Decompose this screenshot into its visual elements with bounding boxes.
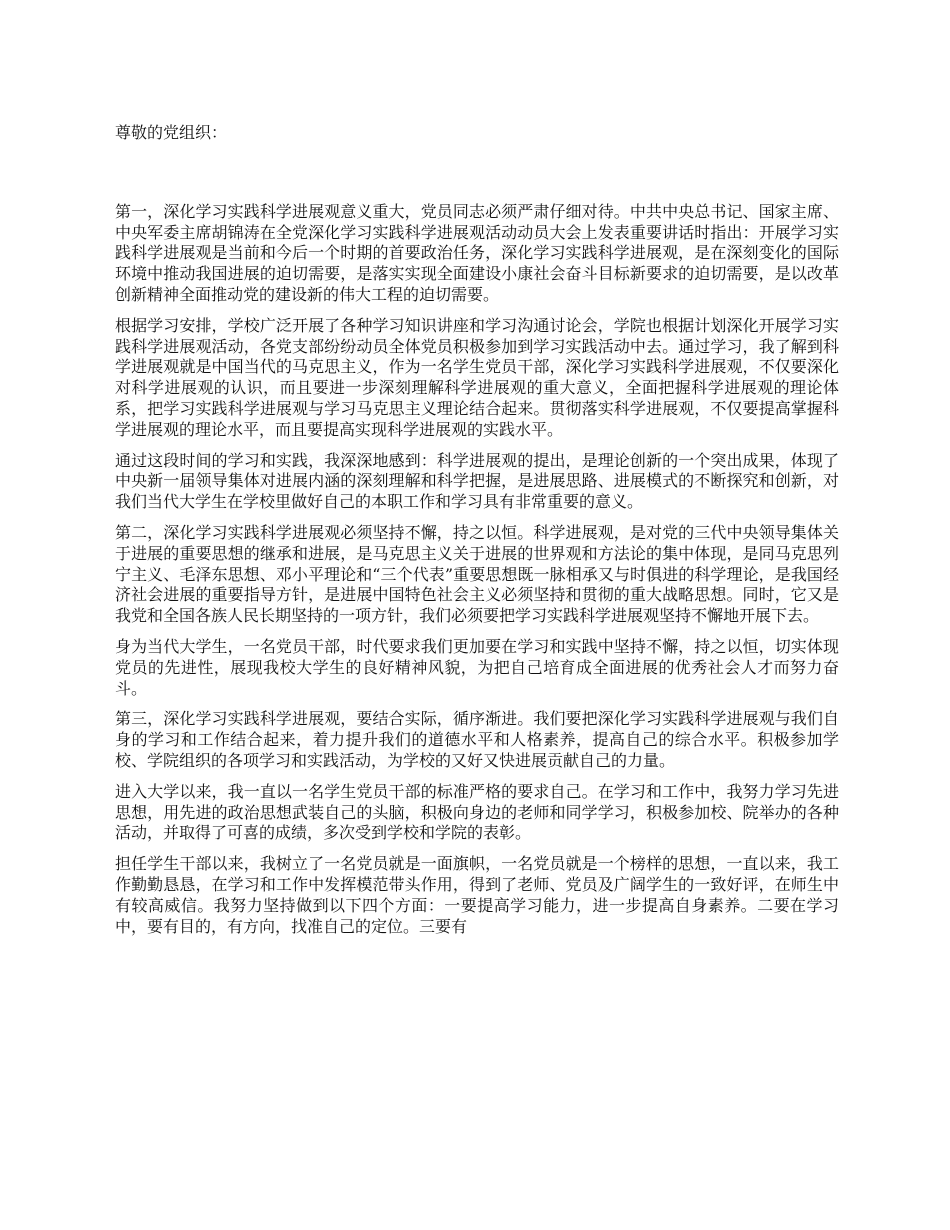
paragraph-6: 第三，深化学习实践科学进展观，要结合实际，循序渐进。我们要把深化学习实践科学进展观与我们自身的学习和工作结合起来，着力提升我们的道德水平和人格素养，提高自己的综合水平。积极参加学校、学院组织的各项学习和实践活动，为学校的又好又快进展贡献自己的力量。 xyxy=(115,709,839,770)
paragraph-1: 第一，深化学习实践科学进展观意义重大，党员同志必须严肃仔细对待。中共中央总书记、国家主席、中央军委主席胡锦涛在全党深化学习实践科学进展观活动动员大会上发表重要讲话时指出：开展学习实践科学进展观是当前和今后一个时期的首要政治任务，深化学习实践科学进展观，是在深刻变化的国际环境中推动我国进展的迫切需要，是落实实现全面建设小康社会奋斗目标新要求的迫切需要，是以改革创新精神全面推动党的建设新的伟大工程的迫切需要。 xyxy=(115,201,839,304)
paragraph-4: 第二，深化学习实践科学进展观必须坚持不懈，持之以恒。科学进展观，是对党的三代中央领导集体关于进展的重要思想的继承和进展，是马克思主义关于进展的世界观和方法论的集中体现，是同马克思列宁主义、毛泽东思想、邓小平理论和“三个代表”重要思想既一脉相承又与时俱进的科学理论，是我国经济社会进展的重要指导方针，是进展中国特色社会主义必须坚持和贯彻的重大战略思想。同时，它又是我党和全国各族人民长期坚持的一项方针，我们必须要把学习实践科学进展观坚持不懈地开展下去。 xyxy=(115,522,839,626)
document-body xyxy=(115,123,839,947)
paragraph-8: 担任学生干部以来，我树立了一名党员就是一面旗帜，一名党员就是一个榜样的思想，一直以来，我工作勤勤恳恳，在学习和工作中发挥模范带头作用，得到了老师、党员及广阔学生的一致好评，在师生中有较高威信。我努力坚持做到以下四个方面：一要提高学习能力，进一步提高自身素养。二要在学习中，要有目的，有方向，找准自己的定位。三要有 xyxy=(115,854,839,936)
paragraph-3: 通过这段时间的学习和实践，我深深地感到：科学进展观的提出，是理论创新的一个突出成果，体现了中央新一届领导集体对进展内涵的深刻理解和科学把握，是进展思路、进展模式的不断探究和创新，对我们当代大学生在学校里做好自己的本职工作和学习具有非常重要的意义。 xyxy=(115,450,839,512)
paragraph-7: 进入大学以来，我一直以一名学生党员干部的标准严格的要求自己。在学习和工作中，我努力学习先进思想，用先进的政治思想武装自己的头脑，积极向身边的老师和同学学习，积极参加校、院举办的各种活动，并取得了可喜的成绩，多次受到学校和学院的表彰。 xyxy=(115,781,839,843)
salutation: 尊敬的党组织： xyxy=(115,123,228,142)
paragraph-5: 身为当代大学生，一名党员干部，时代要求我们更加要在学习和实践中坚持不懈，持之以恒，切实体现党员的先进性，展现我校大学生的良好精神风貌，为把自己培育成全面进展的优秀社会人才而努力奋斗。 xyxy=(115,636,839,698)
paragraph-2: 根据学习安排，学校广泛开展了各种学习知识讲座和学习沟通讨论会，学院也根据计划深化开展学习实践科学进展观活动，各党支部纷纷动员全体党员积极参加到学习实践活动中去。通过学习，我了解到科学进展观就是中国当代的马克思主义，作为一名学生党员干部，深化学习实践科学进展观，不仅要深化对科学进展观的认识，而且要进一步深刻理解科学进展观的重大意义，全面把握科学进展观的理论体系，把学习实践科学进展观与学习马克思主义理论结合起来。贯彻落实科学进展观，不仅要提高掌握科学进展观的理论水平，而且要提高实现科学进展观的实践水平。 xyxy=(115,315,839,439)
